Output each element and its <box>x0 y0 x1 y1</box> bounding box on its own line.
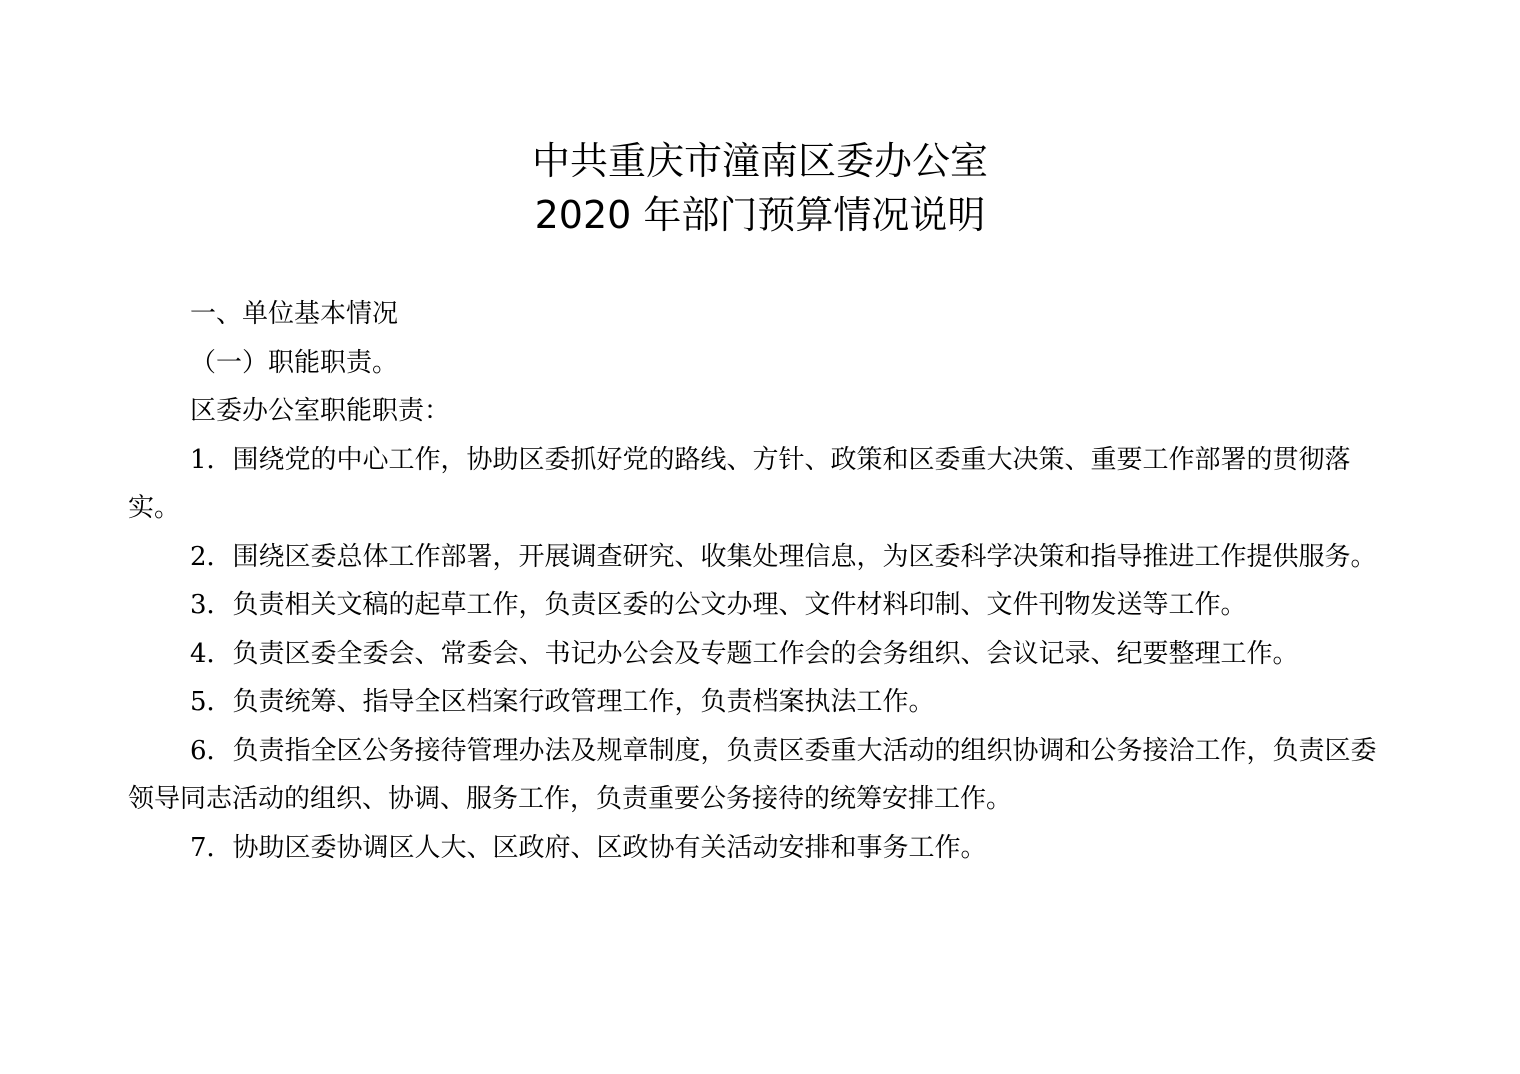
list-item <box>128 824 1398 873</box>
title-line-1: 中共重庆市潼南区委办公室 <box>531 139 988 183</box>
list-item <box>128 678 1398 727</box>
item-text: ．负责相关文稿的起草工作，负责区委的公文办理、文件材料印制、文件刊物发送等工作。 <box>206 590 1247 620</box>
section-heading: 一、单位基本情况 <box>190 299 399 329</box>
item-number: 5 <box>190 687 207 717</box>
item-number: 1 <box>190 444 207 475</box>
subsection-heading: （一）职能职责。 <box>190 347 399 378</box>
list-item <box>128 727 1398 824</box>
item-number: 7 <box>190 832 207 863</box>
document-title <box>0 134 1520 242</box>
list-item <box>128 630 1398 679</box>
item-text: ．负责区委全委会、常委会、书记办公会及专题工作会的会务组织、会议记录、纪要整理工作。 <box>206 638 1299 669</box>
item-number: 3 <box>190 590 207 620</box>
item-text: ．负责指全区公务接待管理办法及规章制度，负责区委重大活动的组织协调和公务接洽工作，负责区委领导同志活动的组织、协调、服务工作，负责重要公务接待的统筹安排工作。 <box>128 735 1377 814</box>
intro-paragraph: 区委办公室职能职责： <box>190 396 451 426</box>
item-number: 4 <box>190 638 207 669</box>
item-number: 2 <box>190 541 207 572</box>
list-item <box>128 436 1398 533</box>
document-body <box>128 290 1398 872</box>
item-number: 6 <box>190 735 207 766</box>
item-text: ．围绕区委总体工作部署，开展调查研究、收集处理信息，为区委科学决策和指导推进工作提供服务。 <box>206 541 1377 572</box>
item-text: ．协助区委协调区人大、区政府、区政协有关活动安排和事务工作。 <box>206 832 987 863</box>
item-text: ．围绕党的中心工作，协助区委抓好党的路线、方针、政策和区委重大决策、重要工作部署的贯彻落实。 <box>128 444 1351 523</box>
title-line-2: 2020 年部门预算情况说明 <box>534 193 986 237</box>
list-item <box>128 533 1398 582</box>
item-text: ．负责统筹、指导全区档案行政管理工作，负责档案执法工作。 <box>206 687 935 717</box>
list-item <box>128 581 1398 630</box>
